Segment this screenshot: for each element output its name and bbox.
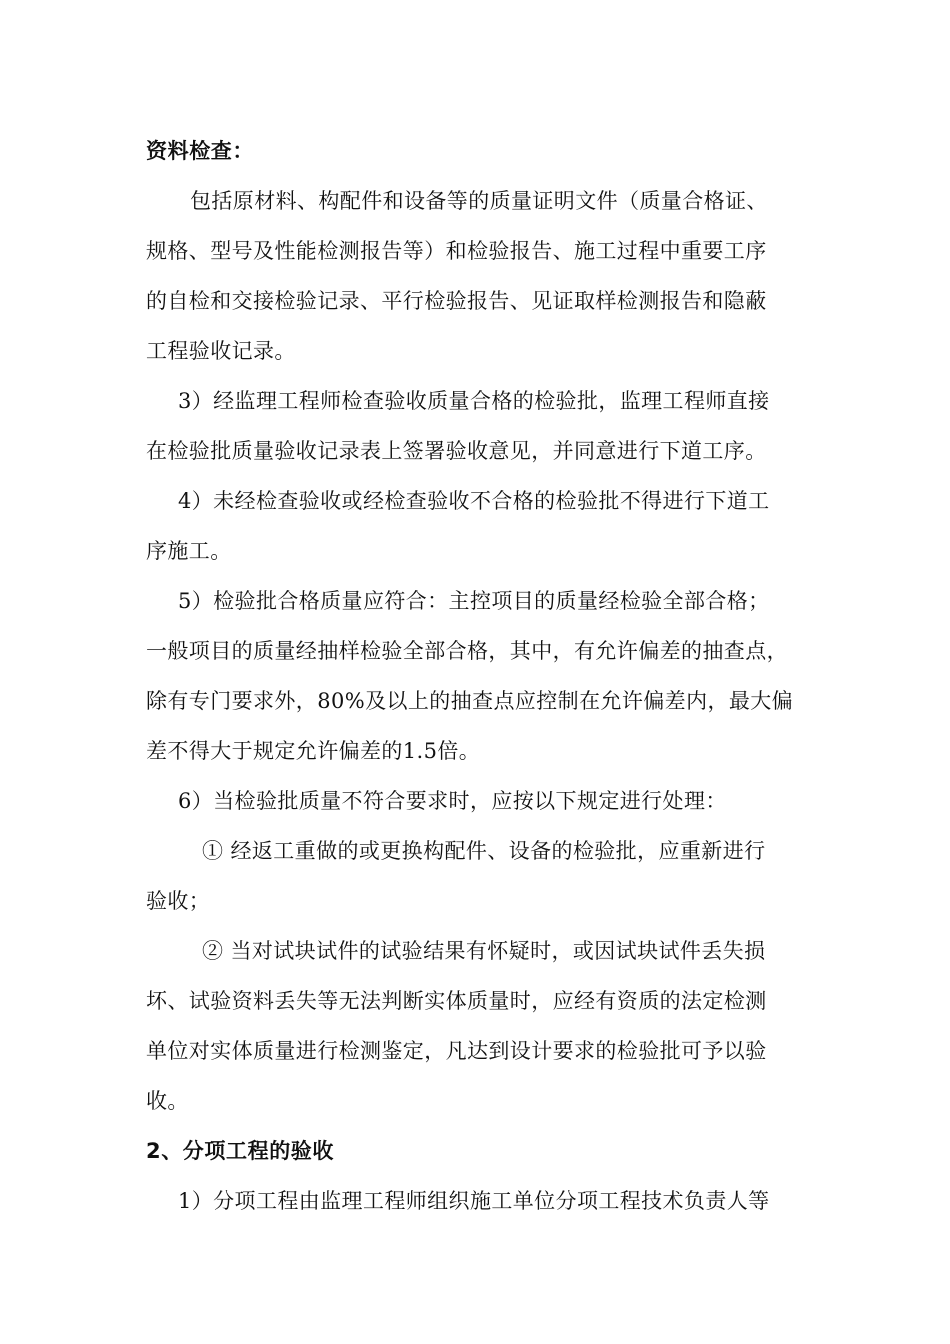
paragraph-line: 规格、型号及性能检测报告等）和检验报告、施工过程中重要工序 (146, 239, 767, 263)
section-heading-material-check: 资料检查： (146, 139, 254, 163)
sub-item-2: ② 当对试块试件的试验结果有怀疑时，或因试块试件丢失损 (202, 939, 766, 963)
paragraph-line: 验收； (146, 889, 211, 913)
section-heading-subitem-acceptance: 2、分项工程的验收 (146, 1139, 335, 1163)
paragraph-line: 收。 (146, 1089, 189, 1113)
paragraph-line: 序施工。 (146, 539, 232, 563)
paragraph-line: 在检验批质量验收记录表上签署验收意见，并同意进行下道工序。 (146, 439, 767, 463)
paragraph-line: 除有专门要求外，80%及以上的抽查点应控制在允许偏差内，最大偏 (146, 689, 794, 713)
paragraph-line: 坏、试验资料丢失等无法判断实体质量时，应经有资质的法定检测 (146, 989, 767, 1013)
paragraph-line: 包括原材料、构配件和设备等的质量证明文件（质量合格证、 (190, 189, 768, 213)
list-item-1: 1）分项工程由监理工程师组织施工单位分项工程技术负责人等 (178, 1189, 770, 1213)
list-item-4: 4）未经检查验收或经检查验收不合格的检验批不得进行下道工 (178, 489, 770, 513)
paragraph-line: 的自检和交接检验记录、平行检验报告、见证取样检测报告和隐蔽 (146, 289, 767, 313)
sub-item-1: ① 经返工重做的或更换构配件、设备的检验批，应重新进行 (202, 839, 766, 863)
list-item-6: 6）当检验批质量不符合要求时，应按以下规定进行处理： (178, 789, 727, 813)
paragraph-line: 工程验收记录。 (146, 339, 296, 363)
list-item-3: 3）经监理工程师检查验收质量合格的检验批，监理工程师直接 (178, 389, 770, 413)
paragraph-line: 单位对实体质量进行检测鉴定，凡达到设计要求的检验批可予以验 (146, 1039, 767, 1063)
paragraph-line: 差不得大于规定允许偏差的1.5倍。 (146, 739, 481, 763)
paragraph-line: 一般项目的质量经抽样检验全部合格，其中，有允许偏差的抽查点， (146, 639, 788, 663)
list-item-5: 5）检验批合格质量应符合：主控项目的质量经检验全部合格； (178, 589, 770, 613)
